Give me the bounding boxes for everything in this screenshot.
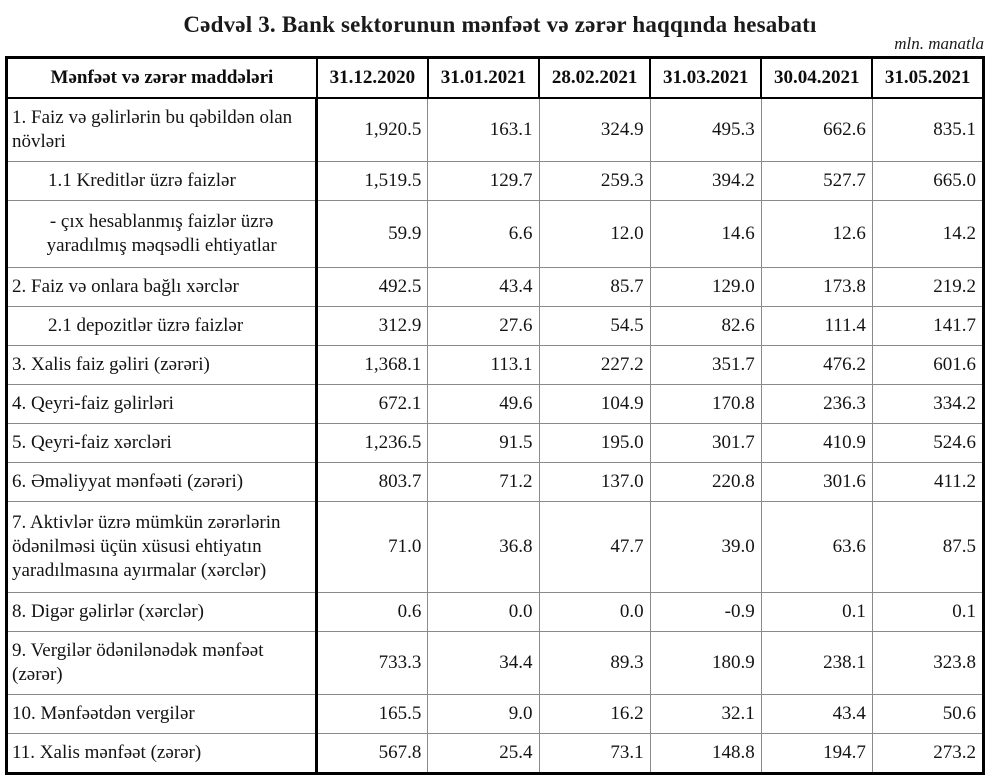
cell-value: 82.6 [650,307,761,346]
column-header-date-3: 28.02.2021 [539,58,650,99]
cell-value: 0.1 [872,593,983,632]
cell-value: 71.2 [428,463,539,502]
cell-value: 87.5 [872,502,983,593]
table-row-8 [7,424,984,463]
row-label: 7. Aktivlər üzrə mümkün zərərlərin ödənilməsi üçün xüsusi ehtiyatın yaradılmasına ayırmalar (xərclər) [7,502,317,593]
cell-value: 394.2 [650,162,761,201]
row-label: 9. Vergilər ödənilənədək mənfəət (zərər) [7,632,317,695]
cell-value: 1,236.5 [317,424,428,463]
column-header-date-1: 31.12.2020 [317,58,428,99]
cell-value: 59.9 [317,201,428,268]
cell-value: 492.5 [317,268,428,307]
cell-value: 1,519.5 [317,162,428,201]
cell-value: 312.9 [317,307,428,346]
cell-value: 14.6 [650,201,761,268]
cell-value: 9.0 [428,695,539,734]
cell-value: 47.7 [539,502,650,593]
cell-value: 32.1 [650,695,761,734]
cell-value: 104.9 [539,385,650,424]
cell-value: 73.1 [539,734,650,774]
unit-note: mln. manatla [894,34,984,53]
table-row-11 [7,593,984,632]
table-row-2 [7,162,984,201]
cell-value: 34.4 [428,632,539,695]
table-row-13 [7,695,984,734]
cell-value: 259.3 [539,162,650,201]
cell-value: 14.2 [872,201,983,268]
cell-value: 527.7 [761,162,872,201]
cell-value: -0.9 [650,593,761,632]
cell-value: 12.6 [761,201,872,268]
cell-value: 129.7 [428,162,539,201]
cell-value: 238.1 [761,632,872,695]
cell-value: 89.3 [539,632,650,695]
column-header-date-2: 31.01.2021 [428,58,539,99]
cell-value: 411.2 [872,463,983,502]
table-row-7 [7,385,984,424]
row-label: - çıx hesablanmış faizlər üzrə yaradılmış məqsədli ehtiyatlar [7,201,317,268]
cell-value: 195.0 [539,424,650,463]
cell-value: 524.6 [872,424,983,463]
table-row-9 [7,463,984,502]
table-row-14 [7,734,984,774]
cell-value: 0.6 [317,593,428,632]
cell-value: 163.1 [428,98,539,162]
cell-value: 39.0 [650,502,761,593]
table-row-5 [7,307,984,346]
row-label: 1. Faiz və gəlirlərin bu qəbildən olan növləri [7,98,317,162]
cell-value: 1,920.5 [317,98,428,162]
cell-value: 194.7 [761,734,872,774]
cell-value: 567.8 [317,734,428,774]
row-label: 10. Mənfəətdən vergilər [7,695,317,734]
table-row-1 [7,98,984,162]
column-header-date-4: 31.03.2021 [650,58,761,99]
table-row-6 [7,346,984,385]
row-label: 8. Digər gəlirlər (xərclər) [7,593,317,632]
row-label: 6. Əməliyyat mənfəəti (zərəri) [7,463,317,502]
cell-value: 0.0 [539,593,650,632]
cell-value: 0.1 [761,593,872,632]
row-label: 2.1 depozitlər üzrə faizlər [7,307,317,346]
cell-value: 1,368.1 [317,346,428,385]
row-label: 5. Qeyri-faiz xərcləri [7,424,317,463]
cell-value: 301.6 [761,463,872,502]
table-row-3 [7,201,984,268]
table-row-12 [7,632,984,695]
cell-value: 50.6 [872,695,983,734]
cell-value: 665.0 [872,162,983,201]
cell-value: 733.3 [317,632,428,695]
table-header-row [7,58,984,99]
cell-value: 672.1 [317,385,428,424]
row-label: 4. Qeyri-faiz gəlirləri [7,385,317,424]
cell-value: 323.8 [872,632,983,695]
cell-value: 113.1 [428,346,539,385]
title-block [0,0,1000,56]
table-title: Cədvəl 3. Bank sektorunun mənfəət və zərər haqqında hesabatı [183,12,817,37]
cell-value: 129.0 [650,268,761,307]
cell-value: 63.6 [761,502,872,593]
cell-value: 835.1 [872,98,983,162]
cell-value: 91.5 [428,424,539,463]
row-label: 1.1 Kreditlər üzrə faizlər [7,162,317,201]
column-header-date-5: 30.04.2021 [761,58,872,99]
cell-value: 27.6 [428,307,539,346]
cell-value: 12.0 [539,201,650,268]
row-label: 2. Faiz və onlara bağlı xərclər [7,268,317,307]
column-header-items: Mənfəət və zərər maddələri [7,58,317,99]
cell-value: 148.8 [650,734,761,774]
cell-value: 141.7 [872,307,983,346]
table-row-4 [7,268,984,307]
cell-value: 165.5 [317,695,428,734]
pnl-table [5,56,985,775]
cell-value: 410.9 [761,424,872,463]
cell-value: 111.4 [761,307,872,346]
cell-value: 219.2 [872,268,983,307]
cell-value: 54.5 [539,307,650,346]
cell-value: 495.3 [650,98,761,162]
cell-value: 301.7 [650,424,761,463]
row-label: 3. Xalis faiz gəliri (zərəri) [7,346,317,385]
cell-value: 0.0 [428,593,539,632]
row-label: 11. Xalis mənfəət (zərər) [7,734,317,774]
cell-value: 324.9 [539,98,650,162]
cell-value: 6.6 [428,201,539,268]
cell-value: 351.7 [650,346,761,385]
cell-value: 273.2 [872,734,983,774]
cell-value: 236.3 [761,385,872,424]
cell-value: 334.2 [872,385,983,424]
cell-value: 227.2 [539,346,650,385]
column-header-date-6: 31.05.2021 [872,58,983,99]
cell-value: 25.4 [428,734,539,774]
cell-value: 43.4 [761,695,872,734]
cell-value: 180.9 [650,632,761,695]
cell-value: 49.6 [428,385,539,424]
cell-value: 662.6 [761,98,872,162]
cell-value: 71.0 [317,502,428,593]
table-row-10 [7,502,984,593]
cell-value: 173.8 [761,268,872,307]
cell-value: 43.4 [428,268,539,307]
cell-value: 137.0 [539,463,650,502]
cell-value: 601.6 [872,346,983,385]
cell-value: 803.7 [317,463,428,502]
cell-value: 85.7 [539,268,650,307]
cell-value: 170.8 [650,385,761,424]
cell-value: 36.8 [428,502,539,593]
cell-value: 220.8 [650,463,761,502]
cell-value: 476.2 [761,346,872,385]
cell-value: 16.2 [539,695,650,734]
